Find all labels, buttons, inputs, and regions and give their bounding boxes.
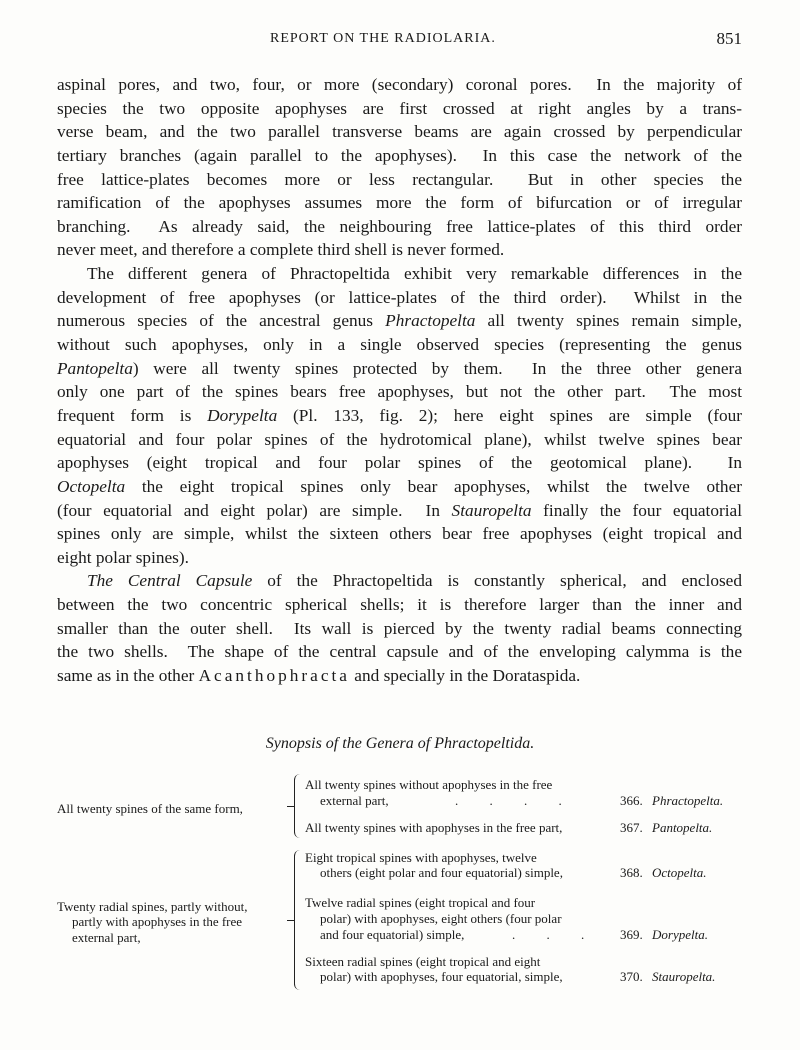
text-line: [57, 640, 742, 664]
text-segment: never meet, and therefore a complete third shell is never formed.: [57, 240, 505, 260]
text-line: [57, 97, 742, 121]
entry-text: Twelve radial spines (eight tropical and four: [305, 895, 536, 910]
text-line: [57, 569, 742, 593]
entry-text: Sixteen radial spines (eight tropical and eight: [305, 954, 541, 969]
group-label: Twenty radial spines, partly without,: [57, 899, 248, 914]
text-segment: spines only are simple, whilst the sixteen others bear free apophyses (eight tropical and: [57, 524, 742, 544]
text-line: [57, 262, 742, 286]
text-segment: species the two opposite apophyses are first crossed at right angles by a trans-: [57, 98, 742, 118]
genus-number: 368.: [620, 865, 643, 880]
entry-text: All twenty spines with apophyses in the free part,: [305, 820, 563, 835]
genus-number: 366.: [620, 793, 643, 808]
text-line: [57, 309, 742, 333]
text-segment: ) were all twenty spines protected by them. In the three other genera: [132, 358, 742, 378]
text-segment: smaller than the outer shell. Its wall is pierced by the twenty radial beams connecting: [57, 618, 742, 638]
text-line: [57, 120, 742, 144]
text-line: [57, 191, 742, 215]
text-segment: all twenty spines remain simple,: [475, 311, 742, 331]
text-segment: finally the four equatorial: [531, 500, 742, 520]
text-line: [57, 428, 742, 452]
text-segment: the two shells. The shape of the central capsule and of the enveloping calymma is the: [57, 642, 742, 662]
text-line: [57, 593, 742, 617]
text-line: [57, 73, 742, 97]
genus-name: Dorypelta.: [652, 927, 708, 942]
text-segment: frequent form is: [57, 405, 208, 425]
text-line: [57, 475, 742, 499]
entry-text: Eight tropical spines with apophyses, twelve: [305, 850, 537, 865]
text-segment: only one part of the spines bears free apophyses, but not the other part. The most: [57, 382, 742, 402]
italic-text: Dorypelta: [207, 405, 278, 425]
text-segment: apophyses (eight tropical and four polar spines of the geotomical plane). In: [57, 453, 742, 473]
running-title: REPORT ON THE RADIOLARIA.: [270, 31, 496, 46]
italic-text: Pantopelta: [57, 358, 133, 378]
synopsis-title: Synopsis of the Genera of Phractopeltida.: [265, 735, 535, 752]
text-segment: and specially in the Dorataspida.: [349, 666, 581, 686]
italic-text: The Central Capsule: [87, 571, 253, 591]
italic-text: Octopelta: [57, 476, 126, 496]
text-line: [57, 522, 742, 546]
text-segment: development of free apophyses (or lattice-plates of the third order). Whilst in the: [57, 287, 742, 307]
text-line: [57, 617, 742, 641]
text-line: [57, 333, 742, 357]
genus-number: 369.: [620, 927, 643, 942]
leader-dots: . . . .: [455, 793, 562, 808]
text-segment: equatorial and four polar spines of the hydrotomical plane), whilst twelve spines bear: [57, 429, 742, 449]
text-segment: free lattice-plates becomes more or less rectangular. But in other species the: [57, 169, 742, 189]
text-line: [57, 286, 742, 310]
text-line: [57, 168, 742, 192]
genus-name: Phractopelta.: [652, 793, 724, 808]
italic-text: Phractopelta: [385, 311, 476, 331]
group-label: All twenty spines of the same form,: [57, 801, 243, 816]
entry-text: and four equatorial) simple,: [320, 927, 465, 942]
text-line: [57, 499, 742, 523]
text-segment: numerous species of the ancestral genus: [57, 311, 386, 331]
text-line: [57, 238, 742, 262]
text-line: [57, 664, 742, 688]
group-label: external part,: [72, 930, 141, 945]
genus-name: Stauropelta.: [652, 969, 716, 984]
page-number: 851: [716, 29, 742, 48]
text-line: [57, 404, 742, 428]
text-segment: aspinal pores, and two, four, or more (secondary) coronal pores. In the majority of: [57, 75, 742, 94]
genus-number: 370.: [620, 969, 643, 984]
text-line: [57, 546, 742, 570]
italic-text: Stauropelta: [451, 500, 532, 520]
text-segment: of the Phractopeltida is constantly spherical, and enclosed: [252, 571, 742, 591]
body-text: [57, 73, 742, 688]
brace: [294, 774, 301, 838]
text-segment: eight polar spines).: [57, 547, 189, 567]
entry-text: others (eight polar and four equatorial) simple,: [320, 865, 563, 880]
genus-number: 367.: [620, 820, 643, 835]
group-label: partly with apophyses in the free: [72, 914, 243, 929]
text-line: [57, 451, 742, 475]
text-line: [57, 215, 742, 239]
genus-name: Pantopelta.: [652, 820, 713, 835]
text-segment: same as in the other: [57, 666, 199, 686]
text-line: [57, 380, 742, 404]
spaced-text: Acanthophracta: [198, 666, 350, 686]
text-segment: (four equatorial and eight polar) are simple. In: [57, 500, 452, 520]
text-segment: without such apophyses, only in a single observed species (representing the genus: [57, 335, 742, 355]
text-segment: the eight tropical spines only bear apophyses, whilst the twelve other: [125, 476, 742, 496]
entry-text: All twenty spines without apophyses in the free: [305, 777, 553, 792]
entry-text: polar) with apophyses, eight others (four polar: [320, 911, 562, 926]
leader-dots: . . .: [512, 927, 585, 942]
text-segment: between the two concentric spherical shells; it is therefore larger than the inner and: [57, 595, 742, 615]
text-segment: (Pl. 133, fig. 2); here eight spines are simple (four: [277, 405, 742, 425]
text-segment: tertiary branches (again parallel to the apophyses). In this case the network of the: [57, 145, 742, 165]
genus-name: Octopelta.: [652, 865, 707, 880]
entry-text: external part,: [320, 793, 389, 808]
text-segment: The different genera of Phractopeltida exhibit very remarkable differences in the: [87, 264, 742, 284]
text-segment: verse beam, and the two parallel transverse beams are again crossed by perpendicular: [57, 122, 742, 142]
text-segment: ramification of the apophyses assumes more the form of bifurcation or of irregular: [57, 193, 742, 213]
text-segment: branching. As already said, the neighbouring free lattice-plates of this third order: [57, 216, 742, 236]
text-line: [57, 144, 742, 168]
entry-text: polar) with apophyses, four equatorial, simple,: [320, 969, 563, 984]
brace: [294, 850, 301, 990]
text-line: [57, 357, 742, 381]
